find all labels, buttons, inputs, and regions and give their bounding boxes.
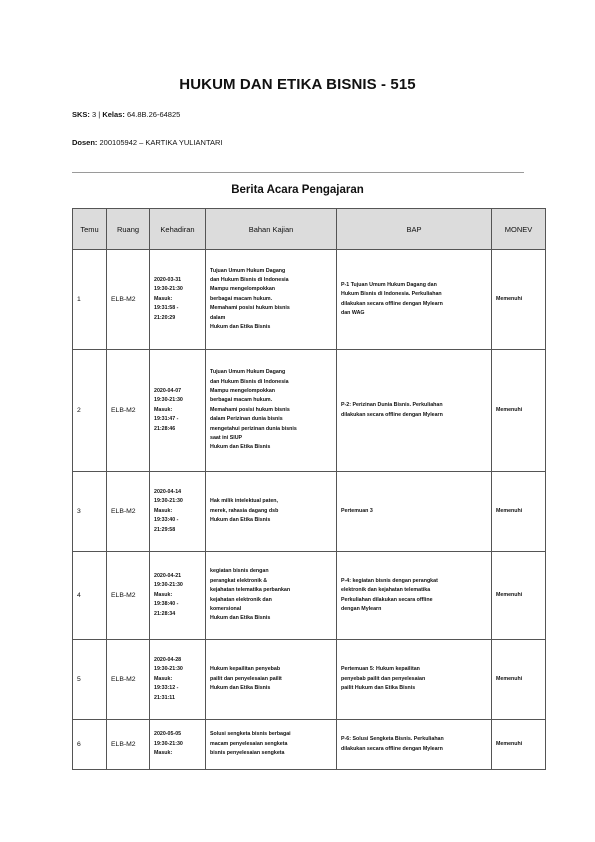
kehadiran-line: 2020-04-07	[154, 387, 182, 394]
kehadiran-line: 19:30-21:30	[154, 286, 183, 293]
cell-kehadiran	[150, 640, 206, 720]
bahan-line: Memahami posisi hukum bisnis	[210, 305, 290, 312]
bahan-line: Hukum dan Etika Bisnis	[210, 615, 271, 622]
cell-bap	[337, 250, 492, 350]
lecturer-info	[72, 138, 223, 147]
bap-line: P-6: Solusi Sengketa Bisnis. Perkuliahan	[341, 736, 444, 743]
cell-monev: Memenuhi	[492, 640, 546, 720]
cell-bahan	[206, 720, 337, 770]
column-header-kehadiran: Kehadiran	[150, 209, 206, 250]
bap-line: dan WAG	[341, 309, 365, 316]
kehadiran-line: 2020-04-28	[154, 656, 182, 663]
bahan-line: Hak milik intelektual paten,	[210, 498, 278, 505]
kehadiran-line: 19:30-21:30	[154, 666, 183, 673]
bap-line: P-1 Tujuan Umum Hukum Dagang dan	[341, 281, 437, 288]
cell-monev: Memenuhi	[492, 350, 546, 472]
kehadiran-line: 19:33:40 -	[154, 517, 179, 524]
bap-line: dilakukan secara offline dengan Mylearn	[341, 411, 443, 418]
bahan-line: komersional	[210, 605, 242, 612]
kehadiran-line: 21:28:34	[154, 610, 176, 617]
bahan-line: dalam Perizinan dunia bisnis	[210, 416, 283, 423]
table-row	[73, 640, 546, 720]
cell-ruang: ELB-M2	[107, 552, 150, 640]
cell-kehadiran	[150, 250, 206, 350]
bahan-line: Mampu mengelompokkan	[210, 387, 276, 394]
cell-bap	[337, 720, 492, 770]
cell-temu: 1	[73, 250, 107, 350]
bahan-line: saat ini SIUP	[210, 435, 243, 442]
bahan-line: mengetahui perizinan dunia bisnis	[210, 425, 297, 432]
kehadiran-line: 21:28:46	[154, 425, 176, 432]
bap-line: pailit Hukum dan Etika Bisnis	[341, 685, 416, 692]
table-row	[73, 472, 546, 552]
bahan-line: berbagai macam hukum.	[210, 397, 273, 404]
bahan-line: Hukum dan Etika Bisnis	[210, 685, 271, 692]
bap-line: Pertemuan 5: Hukum kepailitan	[341, 666, 420, 673]
bahan-line: berbagai macam hukum.	[210, 295, 273, 302]
bap-line: P-2: Perizinan Dunia Bisnis. Perkuliahan	[341, 402, 443, 409]
bap-line: penyebab pailit dan penyelesaian	[341, 675, 426, 682]
class-info	[72, 110, 180, 119]
cell-bap	[337, 640, 492, 720]
table-header-row	[73, 209, 546, 250]
teaching-log-table	[72, 208, 546, 770]
bahan-line: perangkat elektronik &	[210, 577, 268, 584]
kehadiran-line: Masuk:	[154, 406, 173, 413]
bahan-line: kejahatan telematika perbankan	[210, 587, 291, 594]
bahan-line: pailit dan penyelesaian pailit	[210, 675, 282, 682]
cell-ruang: ELB-M2	[107, 350, 150, 472]
bap-line: Pertemuan 3	[341, 507, 373, 514]
bahan-line: Tujuan Umum Hukum Dagang	[210, 369, 286, 376]
sks-label: SKS:	[72, 110, 90, 119]
cell-temu: 5	[73, 640, 107, 720]
cell-kehadiran	[150, 472, 206, 552]
cell-bahan	[206, 350, 337, 472]
kehadiran-line: Masuk:	[154, 507, 173, 514]
cell-bap	[337, 350, 492, 472]
kehadiran-line: 21:20:29	[154, 314, 176, 321]
bap-line: dilakukan secara offline dengan Mylearn	[341, 745, 443, 752]
kehadiran-line: Masuk:	[154, 750, 173, 757]
column-header-monev: MONEV	[492, 209, 546, 250]
cell-monev: Memenuhi	[492, 720, 546, 770]
dosen-value: 200105942 – KARTIKA YULIANTARI	[99, 138, 223, 147]
bap-line: Perkuliahan dilakukan secara offline	[341, 596, 433, 603]
page-title: HUKUM DAN ETIKA BISNIS - 515	[179, 76, 416, 93]
bahan-line: Memahami posisi hukum bisnis	[210, 406, 290, 413]
kehadiran-line: 19:30-21:30	[154, 397, 183, 404]
cell-bap	[337, 552, 492, 640]
bahan-line: kejahatan elektronik dan	[210, 596, 272, 603]
bap-line: elektronik dan kejahatan telematika	[341, 587, 431, 594]
kehadiran-line: Masuk:	[154, 675, 173, 682]
cell-bahan	[206, 552, 337, 640]
cell-temu: 3	[73, 472, 107, 552]
bahan-line: dan Hukum Bisnis di Indonesia	[210, 276, 289, 283]
cell-bahan	[206, 250, 337, 350]
bahan-line: dalam	[210, 314, 226, 321]
kehadiran-line: 19:31:58 -	[154, 305, 179, 312]
kelas-value: 64.8B.26-64825	[126, 110, 181, 119]
section-title: Berita Acara Pengajaran	[231, 184, 364, 196]
cell-monev: Memenuhi	[492, 472, 546, 552]
bahan-line: Hukum kepailitan penyebab	[210, 666, 281, 673]
bap-line: dilakukan secara offline dengan Mylearn	[341, 300, 443, 307]
bahan-line: Hukum dan Etika Bisnis	[210, 517, 271, 524]
bahan-line: merek, rahasia dagang dsb	[210, 507, 279, 514]
cell-kehadiran	[150, 552, 206, 640]
kehadiran-line: Masuk:	[154, 591, 173, 598]
table-row	[73, 720, 546, 770]
kehadiran-line: 19:30-21:30	[154, 582, 183, 589]
column-header-temu: Temu	[73, 209, 107, 250]
kehadiran-line: 2020-05-05	[154, 731, 182, 738]
kelas-label: Kelas:	[102, 110, 125, 119]
cell-ruang: ELB-M2	[107, 640, 150, 720]
bahan-line: Hukum dan Etika Bisnis	[210, 324, 271, 331]
kehadiran-line: Masuk:	[154, 295, 173, 302]
column-header-bap: BAP	[337, 209, 492, 250]
cell-monev: Memenuhi	[492, 552, 546, 640]
kehadiran-line: 2020-04-14	[154, 488, 182, 495]
cell-ruang: ELB-M2	[107, 472, 150, 552]
bahan-line: macam penyelesaian sengketa	[210, 740, 288, 747]
table-row	[73, 350, 546, 472]
kehadiran-line: 21:31:11	[154, 694, 175, 701]
separator: |	[98, 110, 101, 119]
cell-monev: Memenuhi	[492, 250, 546, 350]
cell-temu: 4	[73, 552, 107, 640]
cell-bahan	[206, 472, 337, 552]
cell-bahan	[206, 640, 337, 720]
sks-value: 3	[92, 110, 97, 119]
kehadiran-line: 19:30-21:30	[154, 740, 183, 747]
bahan-line: Hukum dan Etika Bisnis	[210, 444, 271, 451]
kehadiran-line: 2020-04-21	[154, 572, 182, 579]
divider	[72, 172, 524, 173]
column-header-ruang: Ruang	[107, 209, 150, 250]
kehadiran-line: 19:31:47 -	[154, 416, 179, 423]
dosen-label: Dosen:	[72, 138, 98, 147]
kehadiran-line: 2020-03-31	[154, 276, 182, 283]
cell-ruang: ELB-M2	[107, 720, 150, 770]
bahan-line: bisnis penyelesaian sengketa	[210, 750, 285, 757]
bahan-line: Mampu mengelompokkan	[210, 286, 276, 293]
kehadiran-line: 19:33:12 -	[154, 685, 179, 692]
cell-kehadiran	[150, 720, 206, 770]
table-row	[73, 552, 546, 640]
kehadiran-line: 21:29:58	[154, 526, 176, 533]
bahan-line: kegiatan bisnis dengan	[210, 568, 269, 575]
cell-ruang: ELB-M2	[107, 250, 150, 350]
cell-temu: 2	[73, 350, 107, 472]
bap-line: Hukum Bisnis di Indonesia. Perkuliahan	[341, 291, 442, 298]
bap-line: dengan Mylearn	[341, 605, 382, 612]
bahan-line: dan Hukum Bisnis di Indonesia	[210, 378, 289, 385]
bahan-line: Solusi sengketa bisnis berbagai	[210, 731, 291, 738]
cell-kehadiran	[150, 350, 206, 472]
bahan-line: Tujuan Umum Hukum Dagang	[210, 267, 286, 274]
column-header-bahan-kajian: Bahan Kajian	[206, 209, 337, 250]
kehadiran-line: 19:38:40 -	[154, 601, 179, 608]
kehadiran-line: 19:30-21:30	[154, 498, 183, 505]
cell-bap	[337, 472, 492, 552]
bap-line: P-4: kegiatan bisnis dengan perangkat	[341, 577, 438, 584]
cell-temu: 6	[73, 720, 107, 770]
table-row	[73, 250, 546, 350]
